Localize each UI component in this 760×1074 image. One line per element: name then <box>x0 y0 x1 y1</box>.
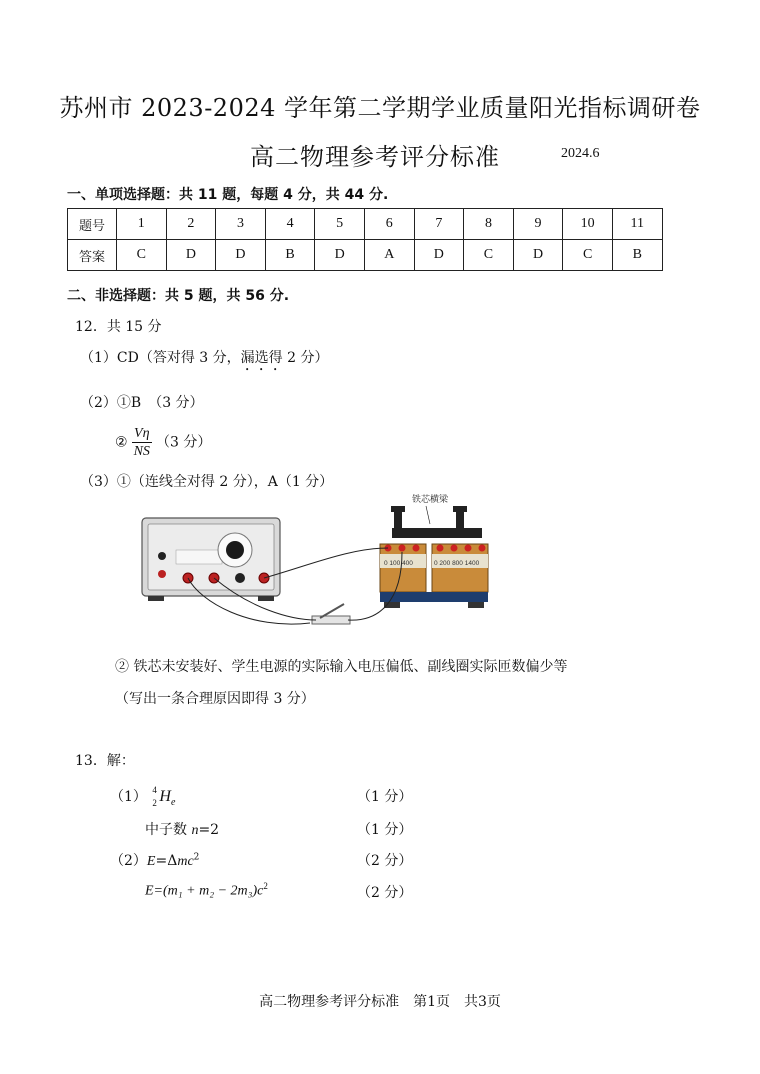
q12-part2-score: （3 分） <box>155 434 212 451</box>
document-subtitle: 高二物理参考评分标准 <box>250 143 500 171</box>
q13-part2-label: （2） <box>110 853 147 869</box>
circled-two: ② <box>115 434 128 451</box>
wire <box>264 548 388 578</box>
table-cell: D <box>513 240 563 271</box>
q13-title: 13．解： <box>75 753 135 769</box>
q12-part2-formula <box>115 425 211 460</box>
q12-part3-note: （写出一条合理原因即得 3 分） <box>115 691 315 707</box>
q12-part1 <box>80 347 328 374</box>
q13-line2-score: （1 分） <box>357 822 413 838</box>
row-label-number: 题号 <box>68 209 117 240</box>
section1-heading: 一、单项选择题：共 11 题，每题 4 分，共 44 分. <box>67 187 389 203</box>
table-cell: B <box>612 240 662 271</box>
q12-title: 12．共 15 分 <box>75 319 162 335</box>
knife-switch <box>312 604 350 624</box>
q13-line1-score: （1 分） <box>357 789 413 805</box>
q12-part3-reason: ② 铁芯未安装好、学生电源的实际输入电压偏低、副线圈实际匝数偏少等 <box>115 659 568 675</box>
mass-defect-energy-formula: E=(m₁ + m₂ − 2m₃)c <box>145 883 264 899</box>
table-cell: C <box>464 240 514 271</box>
table-cell: 1 <box>117 209 167 240</box>
table-cell: 7 <box>414 209 464 240</box>
answer-table <box>67 208 663 271</box>
fraction <box>132 425 152 460</box>
table-cell: 2 <box>166 209 216 240</box>
transformer-apparatus-figure <box>140 490 500 635</box>
table-cell: 4 <box>265 209 315 240</box>
table-cell: 9 <box>513 209 563 240</box>
element-subscript: e <box>170 796 176 808</box>
energy-equals-delta: =Δ <box>155 853 178 869</box>
mass-number: 4 <box>152 785 157 795</box>
q12-part3: （3）①（连线全对得 2 分），A（1 分） <box>80 474 334 490</box>
neutron-count-label: 中子数 <box>145 822 192 838</box>
q13-line4-score: （2 分） <box>357 885 413 901</box>
table-cell: 10 <box>563 209 613 240</box>
section2-heading: 二、非选择题：共 5 题，共 56 分. <box>67 288 290 304</box>
fraction-denominator: NS <box>133 444 150 459</box>
table-cell: D <box>315 240 365 271</box>
neutron-value: =2 <box>198 822 220 838</box>
table-cell: 6 <box>364 209 414 240</box>
exponent: 2 <box>193 852 200 863</box>
table-cell: D <box>414 240 464 271</box>
q13-line2 <box>145 819 219 839</box>
secondary-coil-label: 0 200 800 1400 <box>434 560 480 567</box>
q13-line3-score: （2 分） <box>357 853 413 869</box>
q13-part1-label: （1） <box>110 789 147 805</box>
q12-part1-text: （1）CD（答对得 3 分， <box>80 350 241 366</box>
table-cell: 11 <box>612 209 662 240</box>
table-cell: 8 <box>464 209 514 240</box>
table-cell: C <box>117 240 167 271</box>
table-row-numbers <box>68 209 663 240</box>
document-date: 2024.6 <box>561 146 600 161</box>
table-cell: C <box>563 240 613 271</box>
table-cell: A <box>364 240 414 271</box>
mass-light-speed: mc <box>177 854 194 869</box>
table-row-answers <box>68 240 663 271</box>
neutron-variable: n <box>191 823 199 838</box>
document-title: 苏州市 2023-2024 学年第二学期学业质量阳光指标调研卷 <box>59 94 701 122</box>
page-footer: 高二物理参考评分标准 第1页 共3页 <box>259 994 501 1010</box>
q13-line1 <box>110 786 175 808</box>
core-beam-label: 铁芯横梁 <box>412 495 449 505</box>
table-cell: B <box>265 240 315 271</box>
q12-part1-emphasis: 漏选得 <box>240 350 283 366</box>
table-cell: D <box>166 240 216 271</box>
row-label-answer: 答案 <box>68 240 117 271</box>
transformer <box>380 506 488 608</box>
table-cell: D <box>216 240 266 271</box>
q13-line3 <box>110 850 199 870</box>
element-symbol: H <box>159 788 171 805</box>
student-power-supply <box>142 518 280 601</box>
q13-line4 <box>145 881 268 900</box>
exponent: 2 <box>263 881 268 891</box>
table-cell: 3 <box>216 209 266 240</box>
fraction-numerator: Vη <box>134 426 150 441</box>
q12-part1-tail: 2 分） <box>282 350 329 366</box>
table-cell: 5 <box>315 209 365 240</box>
q12-part2: （2）①B （3 分） <box>80 395 204 411</box>
energy-symbol: E <box>146 854 156 869</box>
atomic-number: 2 <box>152 798 157 808</box>
primary-coil-label: 0 100 400 <box>384 560 413 567</box>
